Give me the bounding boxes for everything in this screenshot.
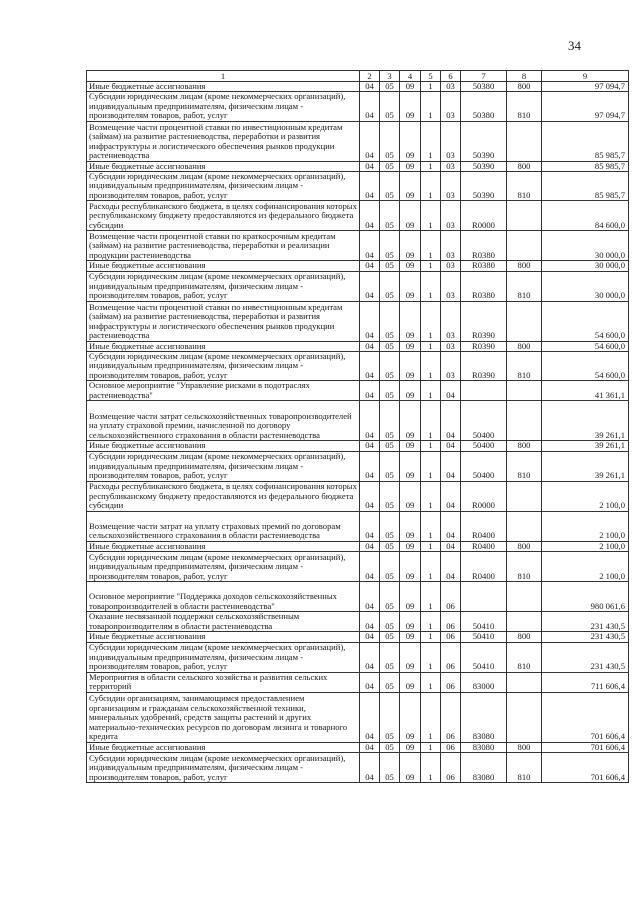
code-subprogram: 1: [421, 692, 441, 742]
table-body: [87, 82, 629, 783]
code-event: 03: [441, 92, 461, 121]
table-row: [87, 672, 629, 692]
code-section: 04: [360, 552, 380, 582]
code-expense-type: 810: [507, 642, 542, 672]
row-amount: 2 100,0: [542, 511, 629, 541]
code-subprogram: 1: [421, 231, 441, 261]
row-amount: 2 100,0: [542, 552, 629, 582]
code-program: 09: [400, 301, 421, 341]
row-amount: 231 430,5: [542, 642, 629, 672]
code-subprogram: 1: [421, 301, 441, 341]
code-event: 03: [441, 172, 461, 201]
row-name: Возмещение части процентной ставки по инвестиционным кредитам (займам) на развитие растениеводства, переработки и развития инфраструктуры и логистического обеспечения рынков продукции растениеводства: [87, 301, 360, 341]
code-program: 09: [400, 161, 421, 171]
row-name: Субсидии юридическим лицам (кроме некоммерческих организаций), индивидуальным предпринимателям, физическим лицам - производителям товаров, работ, услуг: [87, 552, 360, 582]
table-row: [87, 752, 629, 782]
row-amount: 30 000,0: [542, 261, 629, 271]
code-direction: R0400: [461, 511, 507, 541]
code-expense-type: 800: [507, 742, 542, 752]
row-amount: 54 600,0: [542, 301, 629, 341]
code-section: 04: [360, 451, 380, 481]
row-amount: 2 100,0: [542, 481, 629, 511]
code-event: 06: [441, 642, 461, 672]
table-row: [87, 441, 629, 451]
code-expense-type: [507, 381, 542, 401]
row-amount: 97 094,7: [542, 82, 629, 92]
code-expense-type: 800: [507, 82, 542, 92]
code-expense-type: 800: [507, 161, 542, 171]
code-direction: 50380: [461, 92, 507, 121]
code-direction: R0000: [461, 481, 507, 511]
code-event: 04: [441, 401, 461, 441]
row-name: Основное мероприятие "Управление рисками в подотраслях растениеводства": [87, 381, 360, 401]
code-subsection: 05: [380, 201, 400, 231]
table-row: [87, 511, 629, 541]
code-program: 09: [400, 201, 421, 231]
code-direction: R0400: [461, 541, 507, 551]
budget-table: [86, 70, 629, 783]
code-subsection: 05: [380, 301, 400, 341]
code-expense-type: 810: [507, 172, 542, 201]
code-direction: R0380: [461, 231, 507, 261]
table-row: [87, 201, 629, 231]
code-event: 06: [441, 692, 461, 742]
code-subprogram: 1: [421, 612, 441, 632]
code-direction: 50400: [461, 401, 507, 441]
table-row: [87, 231, 629, 261]
table-row: [87, 401, 629, 441]
code-subsection: 05: [380, 612, 400, 632]
code-section: 04: [360, 672, 380, 692]
row-name: Иные бюджетные ассигнования: [87, 441, 360, 451]
row-amount: 54 600,0: [542, 341, 629, 351]
code-subprogram: 1: [421, 441, 441, 451]
code-subsection: 05: [380, 742, 400, 752]
code-program: 09: [400, 481, 421, 511]
code-subsection: 05: [380, 752, 400, 782]
code-expense-type: 810: [507, 552, 542, 582]
code-direction: 50410: [461, 612, 507, 632]
code-expense-type: 800: [507, 341, 542, 351]
code-section: 04: [360, 401, 380, 441]
table-row: [87, 381, 629, 401]
code-expense-type: 800: [507, 541, 542, 551]
code-program: 09: [400, 381, 421, 401]
code-subprogram: 1: [421, 672, 441, 692]
code-direction: 50400: [461, 451, 507, 481]
table-row: [87, 161, 629, 171]
code-event: 04: [441, 441, 461, 451]
code-program: 09: [400, 752, 421, 782]
row-amount: 2 100,0: [542, 541, 629, 551]
code-section: 04: [360, 201, 380, 231]
row-name: Оказание несвязанной поддержки сельскохозяйственным товаропроизводителям в области растениеводства: [87, 612, 360, 632]
row-amount: 30 000,0: [542, 271, 629, 301]
table-row: [87, 481, 629, 511]
row-amount: 701 606,4: [542, 692, 629, 742]
code-subprogram: 1: [421, 401, 441, 441]
row-name: Субсидии юридическим лицам (кроме некоммерческих организаций), индивидуальным предпринимателям, физическим лицам - производителям товаров, работ, услуг: [87, 271, 360, 301]
code-expense-type: [507, 121, 542, 161]
table-row: [87, 82, 629, 92]
row-amount: 41 361,1: [542, 381, 629, 401]
header-col-5: 5: [421, 71, 441, 82]
code-event: 03: [441, 261, 461, 271]
row-name: Субсидии юридическим лицам (кроме некоммерческих организаций), индивидуальным предпринимателям, физическим лицам - производителям товаров, работ, услуг: [87, 352, 360, 381]
code-expense-type: 800: [507, 632, 542, 642]
row-amount: 39 261,1: [542, 441, 629, 451]
code-subsection: 05: [380, 552, 400, 582]
code-subsection: 05: [380, 261, 400, 271]
row-name: Расходы республиканского бюджета, в целях софинансирования которых республиканскому бюджету предоставляются из федерального бюджета субсидии: [87, 201, 360, 231]
code-program: 09: [400, 92, 421, 121]
code-expense-type: [507, 612, 542, 632]
code-section: 04: [360, 161, 380, 171]
code-event: 06: [441, 632, 461, 642]
code-program: 09: [400, 401, 421, 441]
code-direction: 50410: [461, 632, 507, 642]
header-col-8: 8: [507, 71, 542, 82]
code-section: 04: [360, 82, 380, 92]
header-col-3: 3: [380, 71, 400, 82]
code-section: 04: [360, 441, 380, 451]
code-subprogram: 1: [421, 201, 441, 231]
code-subprogram: 1: [421, 642, 441, 672]
table-row: [87, 271, 629, 301]
code-direction: 83000: [461, 672, 507, 692]
code-program: 09: [400, 582, 421, 612]
code-event: 04: [441, 451, 461, 481]
code-expense-type: 810: [507, 451, 542, 481]
row-name: Возмещение части процентной ставки по краткосрочным кредитам (займам) на развитие растениеводства, переработки и реализации продукции растениеводства: [87, 231, 360, 261]
row-name: Иные бюджетные ассигнования: [87, 541, 360, 551]
code-subprogram: 1: [421, 261, 441, 271]
row-amount: 85 985,7: [542, 161, 629, 171]
code-subsection: 05: [380, 481, 400, 511]
header-col-9: 9: [542, 71, 629, 82]
code-subsection: 05: [380, 511, 400, 541]
code-section: 04: [360, 381, 380, 401]
code-subprogram: 1: [421, 341, 441, 351]
code-event: 03: [441, 82, 461, 92]
row-name: Возмещение части затрат сельскохозяйственных товаропроизводителей на уплату страховой премии, начисленной по договору сельскохозяйственного страхования в области растениеводства: [87, 401, 360, 441]
code-subprogram: 1: [421, 481, 441, 511]
code-program: 09: [400, 692, 421, 742]
code-subprogram: 1: [421, 121, 441, 161]
code-subprogram: 1: [421, 381, 441, 401]
code-subsection: 05: [380, 401, 400, 441]
code-expense-type: 800: [507, 261, 542, 271]
code-program: 09: [400, 642, 421, 672]
code-section: 04: [360, 632, 380, 642]
code-subprogram: 1: [421, 352, 441, 381]
table-row: [87, 632, 629, 642]
code-expense-type: [507, 672, 542, 692]
code-program: 09: [400, 632, 421, 642]
row-name: Субсидии юридическим лицам (кроме некоммерческих организаций), индивидуальным предпринимателям, физическим лицам - производителям товаров, работ, услуг: [87, 752, 360, 782]
row-amount: 980 061,6: [542, 582, 629, 612]
row-name: Иные бюджетные ассигнования: [87, 632, 360, 642]
code-section: 04: [360, 481, 380, 511]
table-header-row: [87, 71, 629, 82]
header-col-2: 2: [360, 71, 380, 82]
row-amount: 711 606,4: [542, 672, 629, 692]
table-row: [87, 541, 629, 551]
code-direction: 50380: [461, 82, 507, 92]
code-subsection: 05: [380, 381, 400, 401]
code-direction: R0390: [461, 341, 507, 351]
code-expense-type: [507, 582, 542, 612]
code-section: 04: [360, 172, 380, 201]
code-event: 06: [441, 582, 461, 612]
code-section: 04: [360, 301, 380, 341]
row-name: Иные бюджетные ассигнования: [87, 742, 360, 752]
code-section: 04: [360, 752, 380, 782]
code-event: 03: [441, 271, 461, 301]
code-direction: [461, 582, 507, 612]
code-program: 09: [400, 441, 421, 451]
code-event: 04: [441, 541, 461, 551]
code-program: 09: [400, 612, 421, 632]
code-section: 04: [360, 92, 380, 121]
code-direction: 50400: [461, 441, 507, 451]
row-name: Иные бюджетные ассигнования: [87, 82, 360, 92]
code-expense-type: [507, 201, 542, 231]
code-section: 04: [360, 742, 380, 752]
row-name: Иные бюджетные ассигнования: [87, 261, 360, 271]
code-subsection: 05: [380, 121, 400, 161]
table-row: [87, 352, 629, 381]
code-program: 09: [400, 552, 421, 582]
table-row: [87, 582, 629, 612]
code-expense-type: 810: [507, 352, 542, 381]
code-subprogram: 1: [421, 582, 441, 612]
code-section: 04: [360, 582, 380, 612]
code-program: 09: [400, 82, 421, 92]
table-row: [87, 172, 629, 201]
row-amount: 39 261,1: [542, 451, 629, 481]
code-subprogram: 1: [421, 552, 441, 582]
code-expense-type: [507, 231, 542, 261]
code-expense-type: [507, 511, 542, 541]
code-event: 04: [441, 481, 461, 511]
code-expense-type: 800: [507, 441, 542, 451]
code-section: 04: [360, 642, 380, 672]
code-direction: 50410: [461, 642, 507, 672]
code-expense-type: 810: [507, 92, 542, 121]
code-direction: 50390: [461, 121, 507, 161]
code-subsection: 05: [380, 172, 400, 201]
code-section: 04: [360, 231, 380, 261]
row-name: Субсидии юридическим лицам (кроме некоммерческих организаций), индивидуальным предпринимателям, физическим лицам - производителям товаров, работ, услуг: [87, 451, 360, 481]
row-amount: 30 000,0: [542, 231, 629, 261]
table-row: [87, 121, 629, 161]
code-program: 09: [400, 541, 421, 551]
code-program: 09: [400, 451, 421, 481]
code-direction: R0390: [461, 352, 507, 381]
table-row: [87, 742, 629, 752]
code-event: 03: [441, 352, 461, 381]
code-section: 04: [360, 352, 380, 381]
row-name: Возмещение части процентной ставки по инвестиционным кредитам (займам) на развитие растениеводства, переработки и развития инфраструктуры и логистического обеспечения рынков продукции растениеводства: [87, 121, 360, 161]
code-direction: 83080: [461, 742, 507, 752]
table-row: [87, 261, 629, 271]
code-subprogram: 1: [421, 541, 441, 551]
code-subprogram: 1: [421, 511, 441, 541]
code-event: 06: [441, 742, 461, 752]
header-col-6: 6: [441, 71, 461, 82]
table-row: [87, 451, 629, 481]
code-event: 04: [441, 511, 461, 541]
code-event: 06: [441, 752, 461, 782]
code-event: 03: [441, 231, 461, 261]
row-amount: 231 430,5: [542, 612, 629, 632]
row-name: Субсидии юридическим лицам (кроме некоммерческих организаций), индивидуальным предпринимателям, физическим лицам - производителям товаров, работ, услуг: [87, 172, 360, 201]
code-subprogram: 1: [421, 451, 441, 481]
code-event: 03: [441, 121, 461, 161]
code-direction: [461, 381, 507, 401]
row-amount: 85 985,7: [542, 172, 629, 201]
code-section: 04: [360, 271, 380, 301]
code-subsection: 05: [380, 632, 400, 642]
code-subprogram: 1: [421, 92, 441, 121]
code-section: 04: [360, 541, 380, 551]
row-amount: 231 430,5: [542, 632, 629, 642]
code-subsection: 05: [380, 451, 400, 481]
row-amount: 97 094,7: [542, 92, 629, 121]
code-event: 04: [441, 381, 461, 401]
code-section: 04: [360, 692, 380, 742]
table-row: [87, 92, 629, 121]
page-number: 34: [568, 38, 581, 53]
code-subprogram: 1: [421, 271, 441, 301]
code-expense-type: [507, 481, 542, 511]
code-event: 03: [441, 341, 461, 351]
code-event: 03: [441, 161, 461, 171]
code-program: 09: [400, 511, 421, 541]
row-amount: 85 985,7: [542, 121, 629, 161]
code-subprogram: 1: [421, 752, 441, 782]
code-expense-type: 810: [507, 752, 542, 782]
row-amount: 701 606,4: [542, 742, 629, 752]
code-program: 09: [400, 341, 421, 351]
code-subprogram: 1: [421, 742, 441, 752]
code-direction: R0400: [461, 552, 507, 582]
code-direction: R0000: [461, 201, 507, 231]
table-row: [87, 301, 629, 341]
code-section: 04: [360, 612, 380, 632]
row-amount: 84 600,0: [542, 201, 629, 231]
code-subsection: 05: [380, 692, 400, 742]
code-subsection: 05: [380, 352, 400, 381]
table-row: [87, 612, 629, 632]
code-direction: 50390: [461, 172, 507, 201]
code-subsection: 05: [380, 672, 400, 692]
code-expense-type: [507, 401, 542, 441]
code-direction: R0390: [461, 301, 507, 341]
code-event: 03: [441, 301, 461, 341]
row-amount: 54 600,0: [542, 352, 629, 381]
code-direction: R0380: [461, 261, 507, 271]
code-direction: 83080: [461, 692, 507, 742]
code-event: 06: [441, 672, 461, 692]
code-program: 09: [400, 121, 421, 161]
code-program: 09: [400, 742, 421, 752]
header-col-1: 1: [87, 71, 360, 82]
code-direction: 83080: [461, 752, 507, 782]
code-subprogram: 1: [421, 82, 441, 92]
code-direction: 50390: [461, 161, 507, 171]
code-event: 04: [441, 552, 461, 582]
code-subsection: 05: [380, 92, 400, 121]
table-row: [87, 642, 629, 672]
row-name: Расходы республиканского бюджета, в целях софинансирования которых республиканскому бюджету предоставляются из федерального бюджета субсидии: [87, 481, 360, 511]
table-row: [87, 341, 629, 351]
row-name: Субсидии юридическим лицам (кроме некоммерческих организаций), индивидуальным предпринимателям, физическим лицам - производителям товаров, работ, услуг: [87, 92, 360, 121]
code-event: 06: [441, 612, 461, 632]
code-direction: R0380: [461, 271, 507, 301]
code-subsection: 05: [380, 441, 400, 451]
row-name: Основное мероприятие "Поддержка доходов сельскохозяйственных товаропроизводителей в области растениеводства": [87, 582, 360, 612]
row-name: Иные бюджетные ассигнования: [87, 161, 360, 171]
code-section: 04: [360, 341, 380, 351]
header-col-4: 4: [400, 71, 421, 82]
row-name: Субсидии организациям, занимающимся предоставлением организациям и гражданам сельскохозяйственной техники, минеральных удобрений, средств защиты растений и других материально-технических ресурсов по договорам лизинга и товарного кредита: [87, 692, 360, 742]
code-subprogram: 1: [421, 632, 441, 642]
code-section: 04: [360, 261, 380, 271]
header-col-7: 7: [461, 71, 507, 82]
table-row: [87, 552, 629, 582]
code-expense-type: [507, 692, 542, 742]
code-expense-type: [507, 301, 542, 341]
code-subsection: 05: [380, 161, 400, 171]
code-program: 09: [400, 271, 421, 301]
row-amount: 39 261,1: [542, 401, 629, 441]
code-program: 09: [400, 231, 421, 261]
code-section: 04: [360, 511, 380, 541]
row-amount: 701 606,4: [542, 752, 629, 782]
code-subprogram: 1: [421, 161, 441, 171]
code-subsection: 05: [380, 341, 400, 351]
code-program: 09: [400, 672, 421, 692]
code-subsection: 05: [380, 582, 400, 612]
code-subprogram: 1: [421, 172, 441, 201]
code-program: 09: [400, 352, 421, 381]
code-subsection: 05: [380, 642, 400, 672]
row-name: Мероприятия в области сельского хозяйства и развития сельских территорий: [87, 672, 360, 692]
code-program: 09: [400, 172, 421, 201]
row-name: Иные бюджетные ассигнования: [87, 341, 360, 351]
row-name: Возмещение части затрат на уплату страховых премий по договорам сельскохозяйственного страхования в области растениеводства: [87, 511, 360, 541]
code-subsection: 05: [380, 82, 400, 92]
row-name: Субсидии юридическим лицам (кроме некоммерческих организаций), индивидуальным предпринимателям, физическим лицам - производителям товаров, работ, услуг: [87, 642, 360, 672]
code-section: 04: [360, 121, 380, 161]
code-subsection: 05: [380, 231, 400, 261]
code-event: 03: [441, 201, 461, 231]
code-program: 09: [400, 261, 421, 271]
table-row: [87, 692, 629, 742]
code-subsection: 05: [380, 541, 400, 551]
code-expense-type: 810: [507, 271, 542, 301]
code-subsection: 05: [380, 271, 400, 301]
